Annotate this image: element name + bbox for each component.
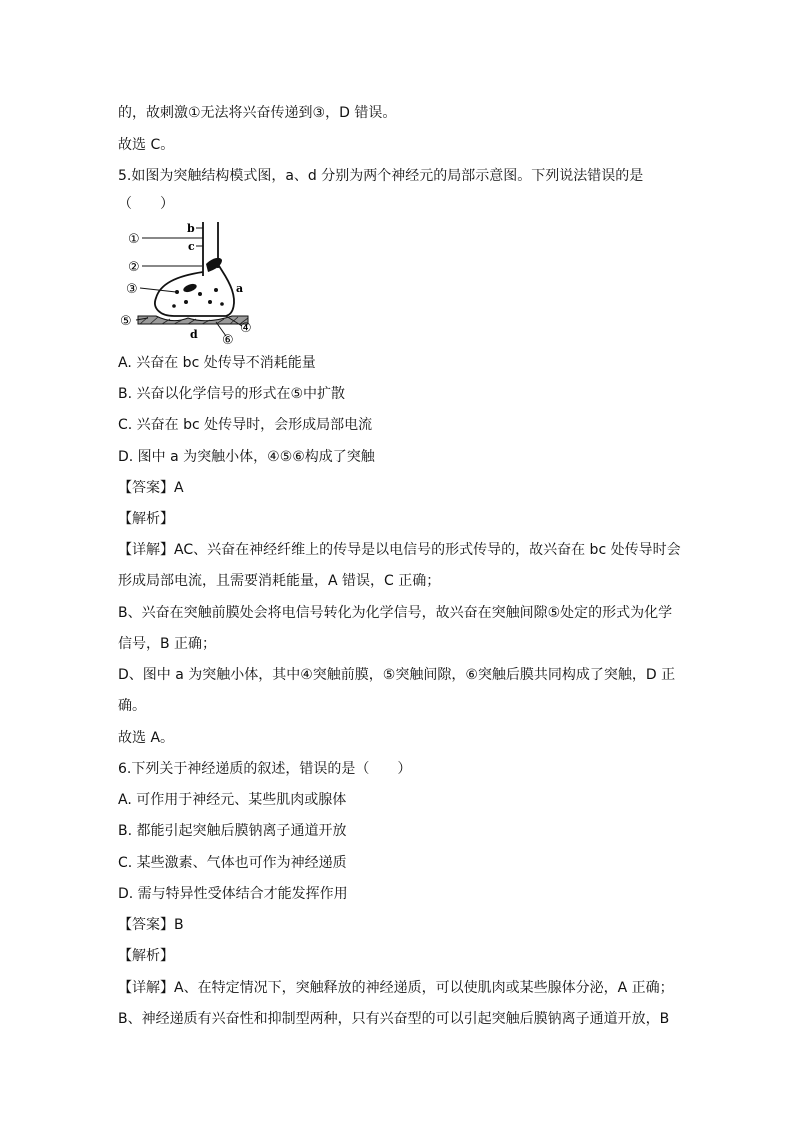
question-5-paren: （ ） xyxy=(118,196,174,212)
vesicle xyxy=(208,300,212,304)
question-6-option-d: D. 需与特异性受体结合才能发挥作用 xyxy=(118,886,348,902)
question-5-answer: 【答案】A xyxy=(118,480,184,496)
question-6-option-c: C. 某些激素、气体也可作为神经递质 xyxy=(118,855,347,871)
question-5-detail-3: B、兴奋在突触前膜处会将电信号转化为化学信号，故兴奋在突触间隙⑤处定的形式为化学 xyxy=(118,605,673,621)
label-4: ④ xyxy=(240,321,252,336)
line-1: 的，故刺激①无法将兴奋传递到③，D 错误。 xyxy=(118,105,397,121)
label-d: d xyxy=(190,328,198,341)
vesicle xyxy=(184,300,188,304)
vesicle xyxy=(172,304,176,308)
vesicle xyxy=(198,292,202,296)
synapse-diagram xyxy=(118,218,278,346)
question-5-stem: 5.如图为突触结构模式图，a、d 分别为两个神经元的局部示意图。下列说法错误的是 xyxy=(118,168,644,184)
question-5-option-c: C. 兴奋在 bc 处传导时，会形成局部电流 xyxy=(118,417,373,433)
question-6-option-a: A. 可作用于神经元、某些肌肉或腺体 xyxy=(118,792,347,808)
question-5-selection: 故选 A。 xyxy=(118,730,175,746)
vesicle xyxy=(220,302,224,306)
label-6: ⑥ xyxy=(222,333,234,346)
question-5-detail-2: 形成局部电流，且需要消耗能量，A 错误，C 正确； xyxy=(118,573,441,589)
synaptic-knob xyxy=(155,264,234,316)
line-2: 故选 C。 xyxy=(118,137,175,153)
question-5-analysis-heading: 【解析】 xyxy=(118,511,174,527)
label-5: ⑤ xyxy=(120,314,132,329)
question-6-detail-1: 【详解】A、在特定情况下，突触释放的神经递质，可以使肌肉或某些腺体分泌，A 正确； xyxy=(118,980,674,996)
question-5-detail-1: 【详解】AC、兴奋在神经纤维上的传导是以电信号的形式传导的，故兴奋在 bc 处传导时会 xyxy=(118,542,681,558)
mitochondrion xyxy=(206,258,222,272)
label-3: ③ xyxy=(126,282,138,297)
question-6-detail-2: B、神经递质有兴奋性和抑制型两种，只有兴奋型的可以引起突触后膜钠离子通道开放，B xyxy=(118,1011,670,1027)
question-6-answer: 【答案】B xyxy=(118,917,184,933)
label-a: a xyxy=(236,282,244,295)
question-6-analysis-heading: 【解析】 xyxy=(118,948,174,964)
vesicle-large xyxy=(182,282,198,293)
question-6-stem: 6.下列关于神经递质的叙述，错误的是（ ） xyxy=(118,761,412,777)
label-c: c xyxy=(188,240,195,253)
label-b: b xyxy=(187,222,195,235)
question-5-option-a: A. 兴奋在 bc 处传导不消耗能量 xyxy=(118,355,316,371)
question-6-option-b: B. 都能引起突触后膜钠离子通道开放 xyxy=(118,823,347,839)
label-2: ② xyxy=(128,260,140,275)
label-1: ① xyxy=(128,232,140,247)
question-5-option-b: B. 兴奋以化学信号的形式在⑤中扩散 xyxy=(118,386,346,402)
vesicle xyxy=(214,288,218,292)
question-5-detail-5: D、图中 a 为突触小体，其中④突触前膜，⑤突触间隙，⑥突触后膜共同构成了突触，D 正 xyxy=(118,667,676,683)
question-5-detail-4: 信号，B 正确； xyxy=(118,636,217,652)
question-5-option-d: D. 图中 a 为突触小体，④⑤⑥构成了突触 xyxy=(118,449,375,465)
question-5-detail-6: 确。 xyxy=(118,698,146,714)
leader-3 xyxy=(140,288,176,292)
